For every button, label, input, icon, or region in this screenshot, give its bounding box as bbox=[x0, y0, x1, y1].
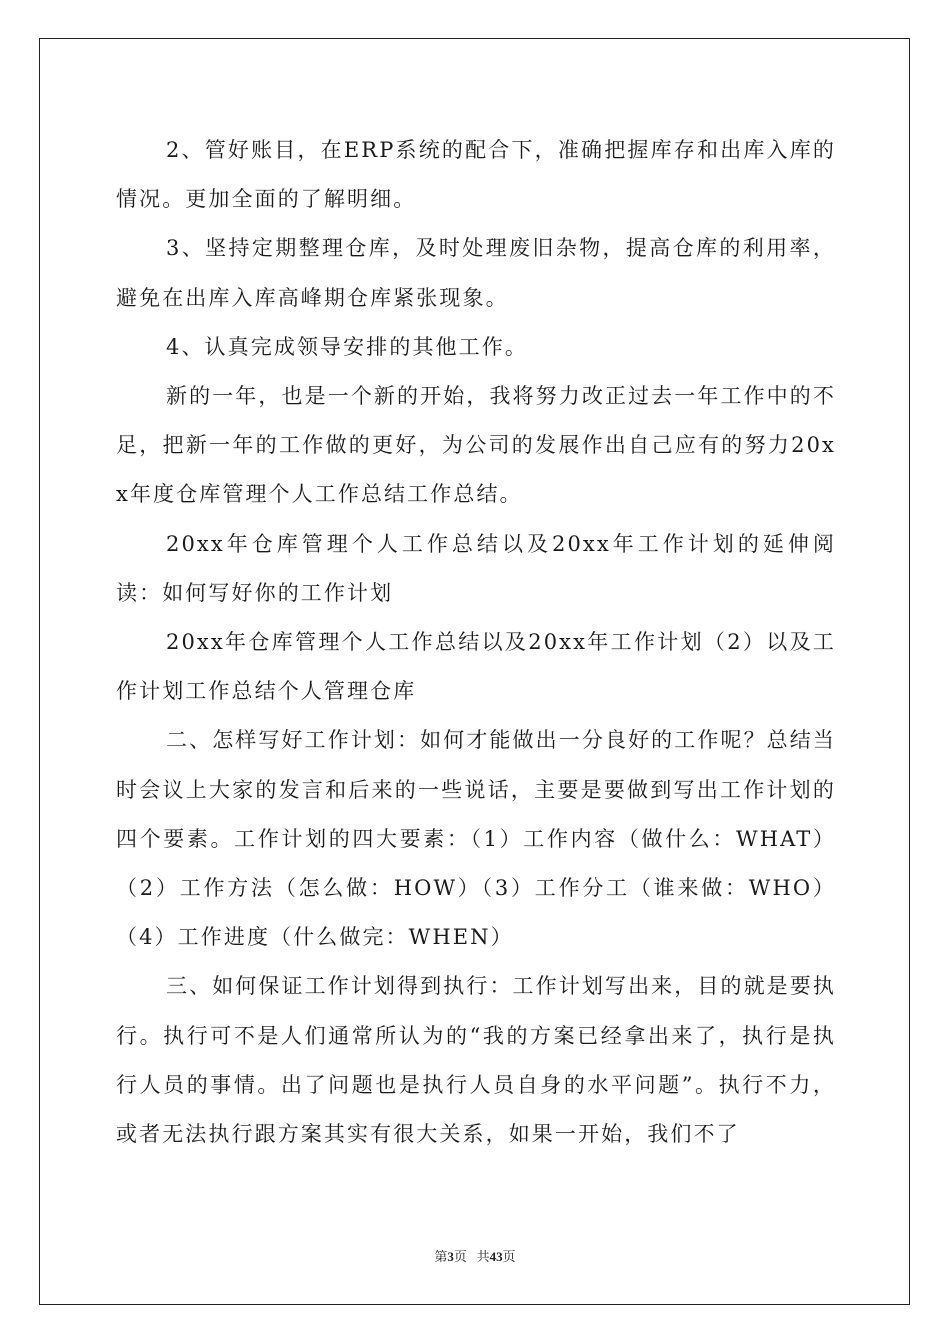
total-suffix: 页 bbox=[502, 1249, 516, 1264]
document-body bbox=[116, 126, 836, 1159]
page-prefix: 第 bbox=[434, 1249, 448, 1264]
page-suffix: 页 bbox=[453, 1249, 467, 1264]
page-number: 3 bbox=[447, 1249, 454, 1264]
paragraph: 20xx年仓库管理个人工作总结以及20xx年工作计划（2）以及工作计划工作总结个人管理仓库 bbox=[116, 630, 836, 704]
page-footer bbox=[0, 1246, 950, 1265]
total-pages: 43 bbox=[489, 1249, 503, 1264]
paragraph: 新的一年，也是一个新的开始，我将努力改正过去一年工作中的不足，把新一年的工作做的更好，为公司的发展作出自己应有的努力20xx年度仓库管理个人工作总结工作总结。 bbox=[116, 384, 836, 507]
paragraph: 4、认真完成领导安排的其他工作。 bbox=[166, 334, 528, 359]
paragraph: 3、坚持定期整理仓库，及时处理废旧杂物，提高仓库的利用率，避免在出库入库高峰期仓库紧张现象。 bbox=[116, 236, 836, 310]
paragraph: 二、怎样写好工作计划：如何才能做出一分良好的工作呢？总结当时会议上大家的发言和后来的一些说话，主要是要做到写出工作计划的四个要素。工作计划的四大要素：（1）工作内容（做什么：WHAT）（2）工作方法（怎么做：HOW）（3）工作分工（谁来做：WHO）（4）工作进度（什么做完：WHEN） bbox=[116, 728, 836, 950]
paragraph: 2、管好账目，在ERP系统的配合下，准确把握库存和出库入库的情况。更加全面的了解明细。 bbox=[116, 138, 836, 212]
paragraph: 20xx年仓库管理个人工作总结以及20xx年工作计划的延伸阅读：如何写好你的工作计划 bbox=[116, 531, 836, 605]
total-prefix: 共 bbox=[476, 1249, 490, 1264]
paragraph: 三、如何保证工作计划得到执行：工作计划写出来，目的就是要执行。执行可不是人们通常所认为的“我的方案已经拿出来了，执行是执行人员的事情。出了问题也是执行人员自身的水平问题”。执行不力，或者无法执行跟方案其实有很大关系，如果一开始，我们不了 bbox=[116, 974, 836, 1147]
